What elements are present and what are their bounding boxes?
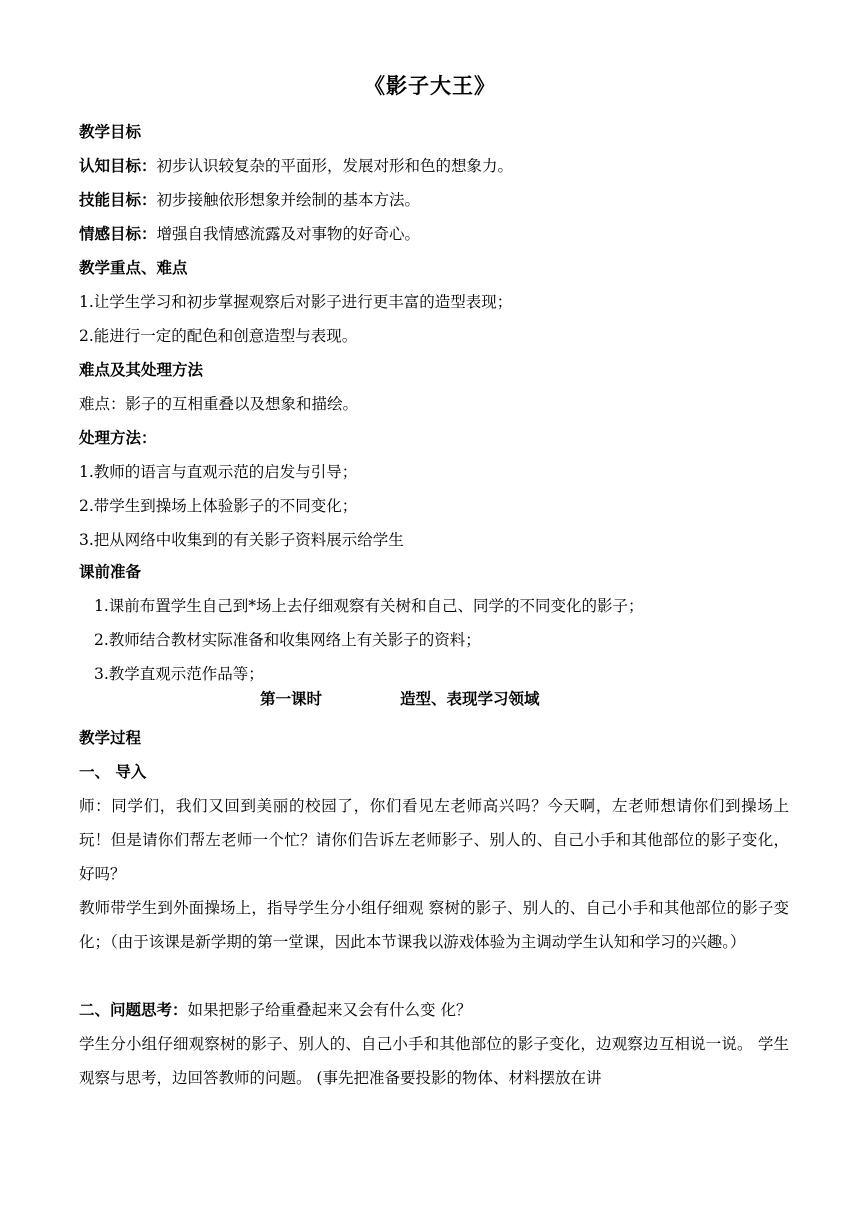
preparation-item: 3.教学直观示范作品等； — [94, 665, 264, 683]
key-points-heading: 教学重点、难点 — [79, 258, 188, 277]
objective-label: 技能目标： — [79, 190, 157, 209]
objective-text: 增强自我情感流露及对事物的好奇心。 — [156, 225, 421, 243]
key-point-item: 2.能进行一定的配色和创意造型与表现。 — [79, 327, 358, 345]
method-item: 1.教师的语言与直观示范的启发与引导； — [79, 463, 358, 481]
method-item: 2.带学生到操场上体验影子的不同变化； — [79, 497, 358, 515]
methods-heading: 处理方法： — [79, 428, 157, 447]
process-heading: 教学过程 — [79, 728, 142, 747]
objective-skill — [79, 183, 789, 217]
difficulty-heading: 难点及其处理方法 — [79, 360, 204, 379]
objective-cognitive — [79, 149, 789, 183]
objective-emotion — [79, 217, 789, 251]
method-item: 3.把从网络中收集到的有关影子资料展示给学生 — [79, 531, 404, 549]
objective-text: 初步认识较复杂的平面形，发展对形和色的想象力。 — [156, 157, 514, 175]
preparation-heading: 课前准备 — [79, 562, 142, 581]
objective-text: 初步接触依形想象并绘制的基本方法。 — [156, 191, 421, 209]
intro-paragraph-activity: 教师带学生到外面操场上，指导学生分小组仔细观 察树的影子、别人的、自己小手和其他部位的影子变化；（由于该课是新学期的第一堂课，因此本节课我以游戏体验为主调动学生认知和学习的兴趣。） — [79, 899, 789, 951]
objectives-heading: 教学目标 — [79, 122, 142, 141]
question-text: 如果把影子给重叠起来又会有什么变 化？ — [187, 1001, 472, 1019]
document-title: 《影子大王》 — [364, 73, 496, 98]
preparation-item: 2.教师结合教材实际准备和收集网络上有关影子的资料； — [94, 631, 481, 649]
key-point-item: 1.让学生学习和初步掌握观察后对影子进行更丰富的造型表现； — [79, 293, 513, 311]
question-paragraph: 学生分小组仔细观察树的影子、别人的、自己小手和其他部位的影子变化，边观察边互相说一说。 学生观察与思考，边回答教师的问题。 (事先把准备要投影的物体、材料摆放在讲 — [79, 1035, 789, 1087]
lesson-period: 第一课时 — [260, 689, 323, 708]
intro-paragraph-teacher: 师：同学们，我们又回到美丽的校园了，你们看见左老师高兴吗？今天啊，左老师想请你们到操场上玩！但是请你们帮左老师一个忙？请你们告诉左老师影子、别人的、自己小手和其他部位的影子变化，好吗？ — [79, 797, 789, 883]
objective-label: 认知目标： — [79, 156, 157, 175]
intro-heading: 一、 导入 — [79, 762, 147, 781]
objective-label: 情感目标： — [79, 224, 157, 243]
difficulty-text: 难点：影子的互相重叠以及想象和描绘。 — [79, 395, 359, 413]
question-line — [79, 993, 789, 1027]
preparation-item: 1.课前布置学生自己到*场上去仔细观察有关树和自己、同学的不同变化的影子； — [94, 597, 644, 615]
lesson-domain: 造型、表现学习领域 — [400, 689, 540, 708]
question-heading: 二、问题思考： — [79, 1000, 188, 1019]
